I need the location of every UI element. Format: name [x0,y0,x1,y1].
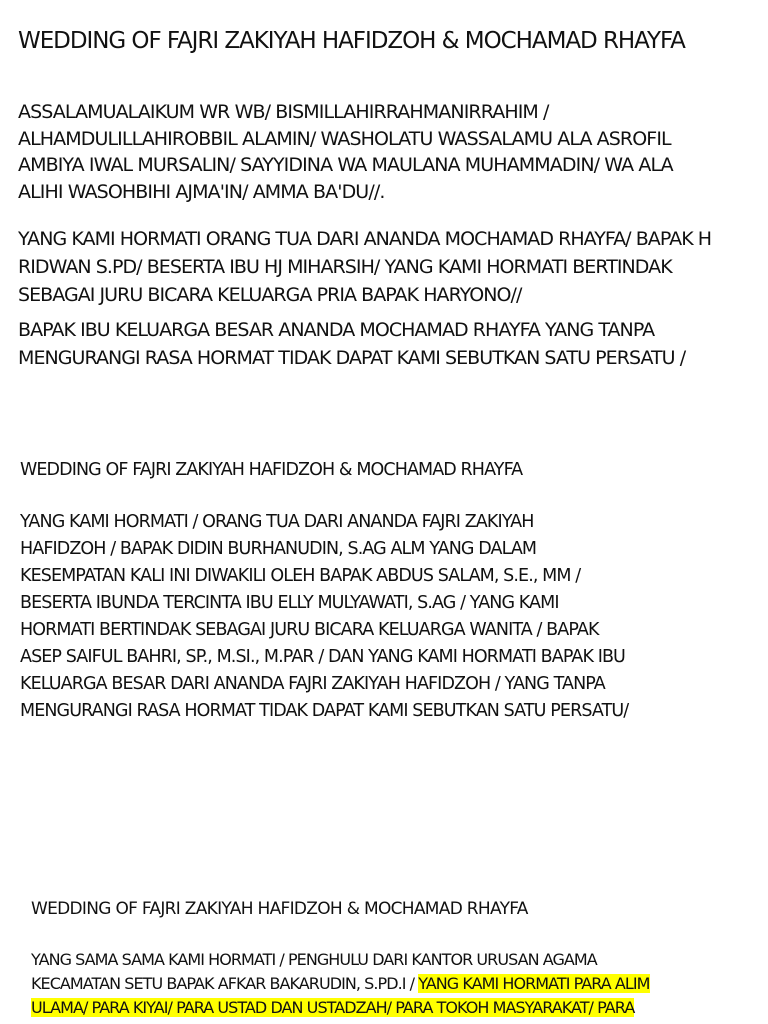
section1-paragraph1 [18,99,673,205]
text-line: BESERTA IBUNDA TERCINTA IBU ELLY MULYAWATI, S.AG / YANG KAMI [20,593,559,613]
text-line [31,996,650,1020]
text-line: KELUARGA BESAR DARI ANANDA FAJRI ZAKIYAH HAFIDZOH / YANG TANPA [20,674,605,694]
text-line: YANG KAMI HORMATI ORANG TUA DARI ANANDA MOCHAMAD RHAYFA/ BAPAK H [18,228,712,250]
text-line: YANG KAMI HORMATI / ORANG TUA DARI ANANDA FAJRI ZAKIYAH [20,512,534,532]
section1-title: WEDDING OF FAJRI ZAKIYAH HAFIDZOH & MOCHAMAD RHAYFA [18,28,685,54]
text-line: AMBIYA IWAL MURSALIN/ SAYYIDINA WA MAULANA MUHAMMADIN/ WA ALA [18,154,673,176]
highlighted-text: YANG KAMI HORMATI PARA ALIM [418,974,650,993]
section1-paragraph3 [18,316,685,372]
text-line [31,972,650,996]
text-line: YANG SAMA SAMA KAMI HORMATI / PENGHULU DARI KANTOR URUSAN AGAMA [31,950,597,969]
highlighted-text: ULAMA/ PARA KIYAI/ PARA USTAD DAN USTADZAH/ PARA TOKOH MASYARAKAT/ PARA [31,998,635,1017]
text-line: SEBAGAI JURU BICARA KELUARGA PRIA BAPAK HARYONO// [18,284,522,306]
text-line: KESEMPATAN KALI INI DIWAKILI OLEH BAPAK ABDUS SALAM, S.E., MM / [20,566,581,586]
text-line: HORMATI BERTINDAK SEBAGAI JURU BICARA KELUARGA WANITA / BAPAK [20,620,599,640]
text-line: ALHAMDULILLAHIROBBIL ALAMIN/ WASHOLATU WASSALAMU ALA ASROFIL [18,127,671,150]
text-line: HAFIDZOH / BAPAK DIDIN BURHANUDIN, S.AG ALM YANG DALAM [20,539,537,559]
section1-paragraph2 [18,225,711,309]
text-line: RIDWAN S.PD/ BESERTA IBU HJ MIHARSIH/ YANG KAMI HORMATI BERTINDAK [18,256,672,278]
text-segment: KECAMATAN SETU BAPAK AFKAR BAKARUDIN, S.PD.I / [31,974,419,993]
text-line: BAPAK IBU KELUARGA BESAR ANANDA MOCHAMAD RHAYFA YANG TANPA [18,319,655,341]
section2-title: WEDDING OF FAJRI ZAKIYAH HAFIDZOH & MOCHAMAD RHAYFA [20,460,523,480]
section3-title: WEDDING OF FAJRI ZAKIYAH HAFIDZOH & MOCHAMAD RHAYFA [31,899,528,919]
section3-paragraph1 [31,948,650,1020]
text-line: MENGURANGI RASA HORMAT TIDAK DAPAT KAMI SEBUTKAN SATU PERSATU/ [20,701,629,721]
text-line: MENGURANGI RASA HORMAT TIDAK DAPAT KAMI SEBUTKAN SATU PERSATU / [18,347,686,369]
text-line: ASSALAMUALAIKUM WR WB/ BISMILLAHIRRAHMANIRRAHIM / [18,101,549,123]
text-line: ALIHI WASOHBIHI AJMA'IN/ AMMA BA'DU//. [18,180,385,203]
text-line: ASEP SAIFUL BAHRI, SP., M.SI., M.PAR / DAN YANG KAMI HORMATI BAPAK IBU [20,647,625,667]
section2-paragraph1 [20,509,628,725]
